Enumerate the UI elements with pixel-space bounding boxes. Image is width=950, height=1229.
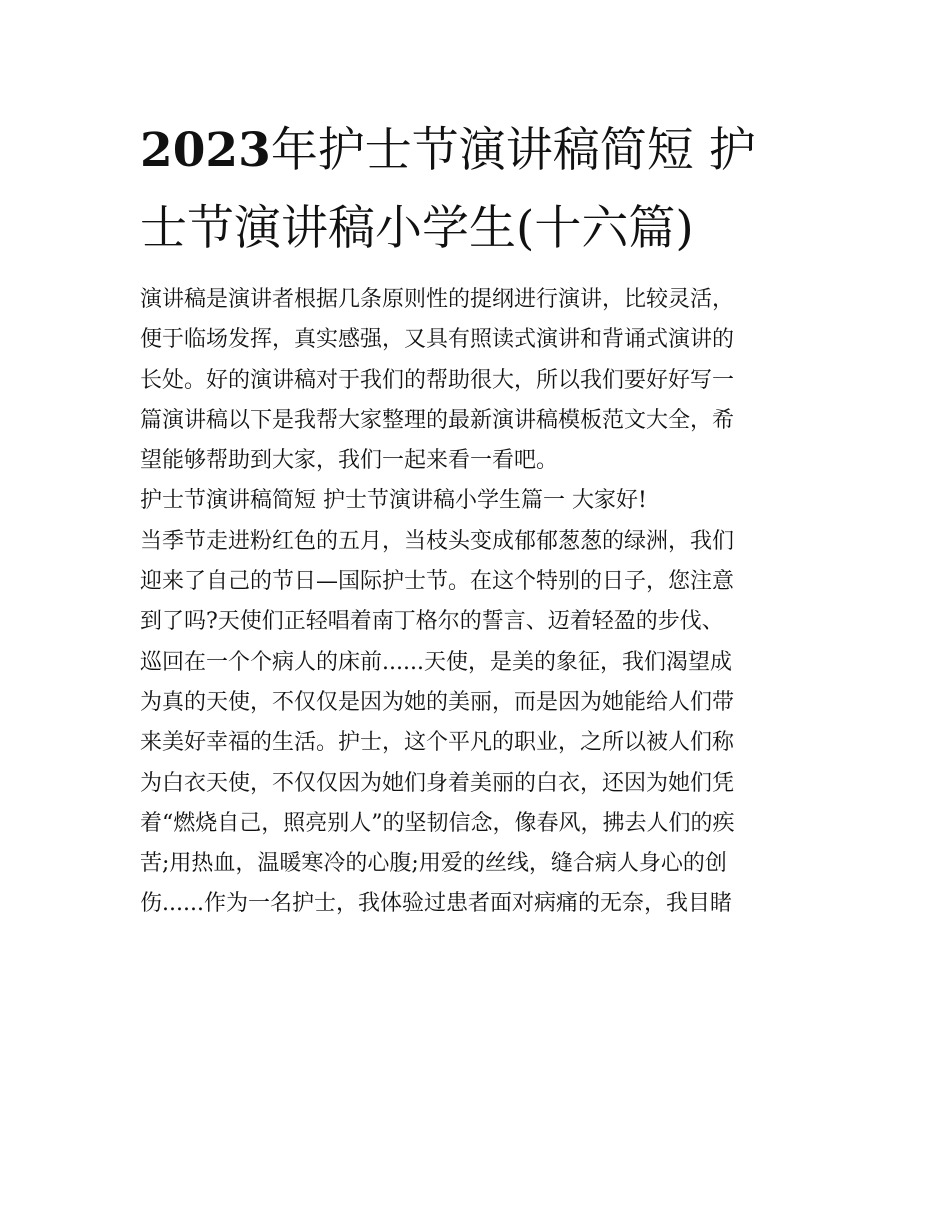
body-line: 巡回在一个个病人的床前......天使，是美的象征，我们渴望成 [140,649,732,675]
body-line: 为真的天使，不仅仅是因为她的美丽，而是因为她能给人们带 [140,689,735,715]
body-line: 演讲稿是演讲者根据几条原则性的提纲进行演讲，比较灵活， [140,287,735,312]
body-line: 为白衣天使，不仅仅因为她们身着美丽的白衣，还因为她们凭 [140,770,735,796]
title-line-1 [140,112,820,190]
body-line: 伤......作为一名护士，我体验过患者面对病痛的无奈，我目睹 [140,891,732,917]
body-line: 苦;用热血，温暖寒冷的心腹;用爱的丝线，缝合病人身心的创 [140,851,727,877]
title-year: 2023 [140,123,271,178]
body-line: 着“燃烧自己，照亮别人”的坚韧信念，像春风，拂去人们的疾 [140,810,735,836]
body-line: 当季节走进粉红色的五月，当枝头变成郁郁葱葱的绿洲，我们 [140,528,735,554]
body-line: 便于临场发挥，真实感强，又具有照读式演讲和背诵式演讲的 [140,327,735,353]
body-line: 来美好幸福的生活。护士，这个平凡的职业，之所以被人们称 [140,730,735,756]
body-line: 到了吗?天使们正轻唱着南丁格尔的誓言、迈着轻盈的步伐、 [140,609,724,635]
document-body [140,280,820,925]
body-line: 望能够帮助到大家，我们一起来看一看吧。 [140,448,559,474]
title-line-2: 士节演讲稿小学生(十六篇) [140,201,694,256]
body-line: 篇演讲稿以下是我帮大家整理的最新演讲稿模板范文大全，希 [140,407,735,433]
document-title [140,112,820,268]
body-line: 迎来了自己的节日—国际护士节。在这个特别的日子，您注意 [140,569,735,595]
body-line: 长处。好的演讲稿对于我们的帮助很大，所以我们要好好写一 [140,367,735,393]
section-heading: 护士节演讲稿简短 护士节演讲稿小学生篇一 大家好! [140,488,647,514]
title-line-1-text: 年护士节演讲稿简短 护 [270,123,756,178]
